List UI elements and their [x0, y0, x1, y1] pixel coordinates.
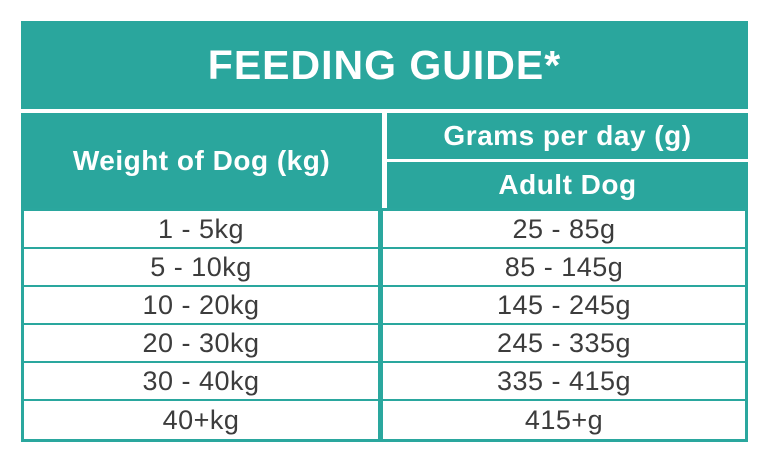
column-header-weight-label: Weight of Dog (kg) [72, 144, 331, 176]
weight-range-cell: 40+kg [24, 401, 383, 439]
weight-range-cell: 30 - 40kg [24, 363, 383, 399]
weight-range-cell: 5 - 10kg [24, 249, 383, 285]
grams-range-cell: 245 - 335g [496, 327, 632, 358]
table-row [24, 363, 745, 401]
column-header-adult-dog-label: Adult Dog [498, 169, 637, 200]
table-header-section [21, 113, 748, 208]
weight-range-cell: 20 - 30kg [24, 325, 383, 361]
column-header-weight [21, 113, 382, 208]
table-row [24, 211, 745, 249]
column-header-grams-per-day [387, 113, 748, 159]
table-title-band [21, 21, 748, 109]
column-header-grams-label: Grams per day (g) [443, 120, 692, 151]
table-body [21, 208, 748, 442]
table-row [24, 249, 745, 287]
column-header-adult-dog [387, 162, 748, 208]
grams-range-cell: 25 - 85g [512, 213, 616, 244]
grams-range-cell: 415+g [524, 404, 604, 435]
grams-range-cell: 85 - 145g [504, 251, 624, 282]
weight-range-cell: 1 - 5kg [24, 211, 383, 247]
weight-range-cell: 10 - 20kg [24, 287, 383, 323]
grams-range-cell: 335 - 415g [496, 365, 632, 396]
table-row [24, 401, 745, 439]
grams-range-cell: 145 - 245g [496, 289, 632, 320]
table-row [24, 325, 745, 363]
column-group-grams [387, 113, 748, 208]
feeding-guide-table [21, 21, 748, 442]
table-title: FEEDING GUIDE* [207, 41, 562, 88]
table-row [24, 287, 745, 325]
